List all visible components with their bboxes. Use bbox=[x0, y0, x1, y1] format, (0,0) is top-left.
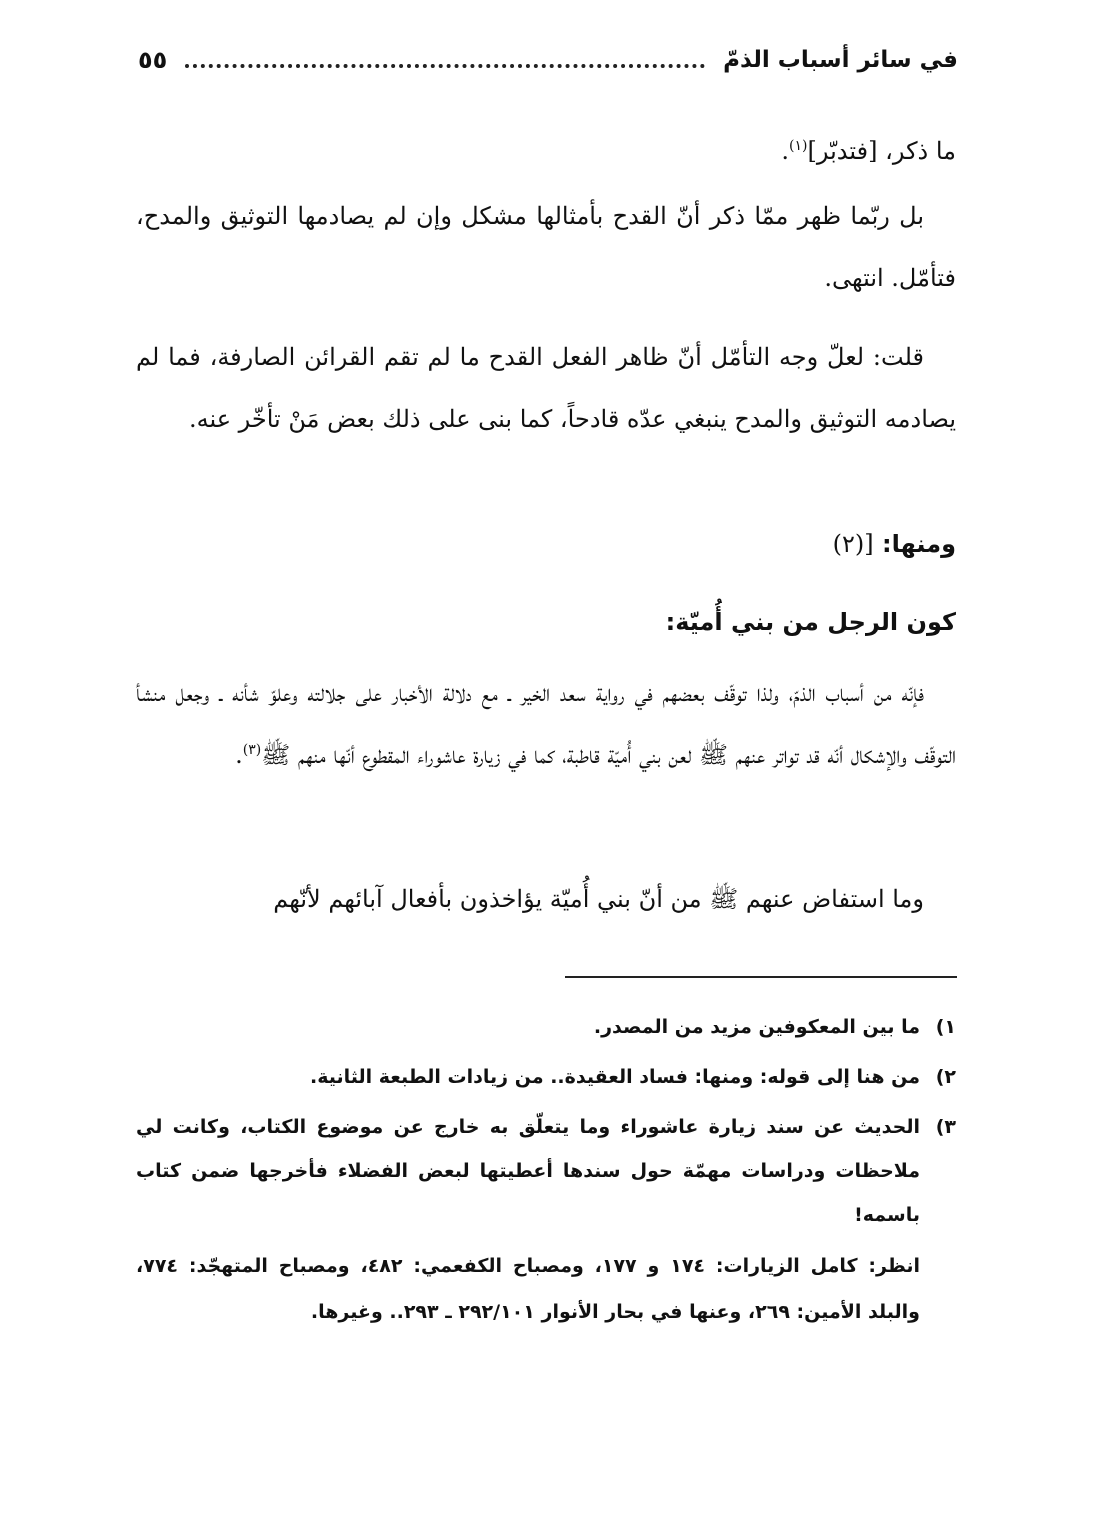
footnote-ref-1: (١) bbox=[789, 138, 808, 154]
section-heading-2-text: كون الرجل من بني أُميّة: bbox=[665, 608, 956, 636]
footnote-3-number: ٣) bbox=[935, 1116, 956, 1138]
footnote-1 bbox=[136, 1005, 956, 1049]
page-number: ٥٥ bbox=[138, 46, 168, 74]
header-leader-dots bbox=[185, 64, 705, 68]
footnote-2-number: ٢) bbox=[935, 1066, 956, 1088]
footnote-ref-3: (٣) bbox=[242, 742, 262, 758]
section-heading-1-text: ومنها: bbox=[881, 530, 956, 558]
paragraph-4-end: . bbox=[235, 741, 243, 769]
footnote-3-sources: انظر: كامل الزيارات: ١٧٤ و ١٧٧، ومصباح الكفعمي: ٤٨٢، ومصباح المتهجّد: ٧٧٤، والبلد الأمين: ٢٦٩، وعنها في بحار الأنوار ٢٩٢/١٠١ ـ ٢٩٣.. وغيرها. bbox=[136, 1255, 920, 1323]
footnote-3-text: الحديث عن سند زيارة عاشوراء وما يتعلّق به خارج عن موضوع الكتاب، وكانت لي ملاحظات ودراسات مهمّة حول سندها أعطيتها لبعض الفضلاء فأخرجها ضمن كتاب باسمه! bbox=[136, 1116, 920, 1226]
running-header bbox=[138, 40, 958, 80]
section-heading-1 bbox=[136, 530, 956, 558]
paragraph-3 bbox=[136, 326, 956, 450]
footnote-1-number: ١) bbox=[935, 1016, 956, 1038]
paragraph-2-text: بل ربّما ظهر ممّا ذكر أنّ القدح بأمثالها مشكل وإن لم يصادمها التوثيق والمدح، فتأمّل. انتهى. bbox=[136, 202, 956, 292]
paragraph-3-text: قلت: لعلّ وجه التأمّل أنّ ظاهر الفعل القدح ما لم تقم القرائن الصارفة، فما لم يصادمه التوثيق والمدح ينبغي عدّه قادحاً، كما بنى على ذلك بعض مَنْ تأخّر عنه. bbox=[136, 343, 956, 433]
paragraph-2 bbox=[136, 185, 956, 309]
footnote-2-text: من هنا إلى قوله: ومنها: فساد العقيدة.. من زيادات الطبعة الثانية. bbox=[310, 1066, 920, 1088]
footnote-1-text: ما بين المعكوفين مزيد من المصدر. bbox=[593, 1016, 920, 1038]
heading-footnote-ref-2: [(٢) bbox=[832, 530, 874, 558]
footnote-separator bbox=[565, 976, 957, 978]
footnote-3 bbox=[136, 1105, 956, 1237]
footnotes bbox=[136, 1005, 956, 1335]
paragraph-5 bbox=[136, 868, 956, 930]
footnote-2 bbox=[136, 1055, 956, 1099]
paragraph-1-end: . bbox=[781, 137, 790, 165]
paragraph-4-text: فإنّه من أسباب الذمّ، ولذا توقّف بعضهم في رواية سعد الخير ـ مع دلالة الأخبار على جلالته وعلوّ شأنه ـ وجعل منشأ التوقّف والإشكال أنّه قد تواتر عنهم ﷺ لعن بني أُميّة قاطبة، كما في زيارة عاشوراء المقطوع أنّها منهم ﷺ bbox=[136, 679, 956, 769]
paragraph-5-text: وما استفاض عنهم ﷺ من أنّ بني أُميّة يؤاخذون بأفعال آبائهم لأنّهم bbox=[273, 885, 924, 913]
paragraph-1 bbox=[136, 120, 956, 182]
section-heading-2 bbox=[136, 608, 956, 636]
header-title: في سائر أسباب الذمّ bbox=[723, 47, 958, 73]
paragraph-1-text: ما ذكر، [فتدبّر] bbox=[807, 137, 956, 165]
paragraph-4 bbox=[136, 662, 956, 786]
